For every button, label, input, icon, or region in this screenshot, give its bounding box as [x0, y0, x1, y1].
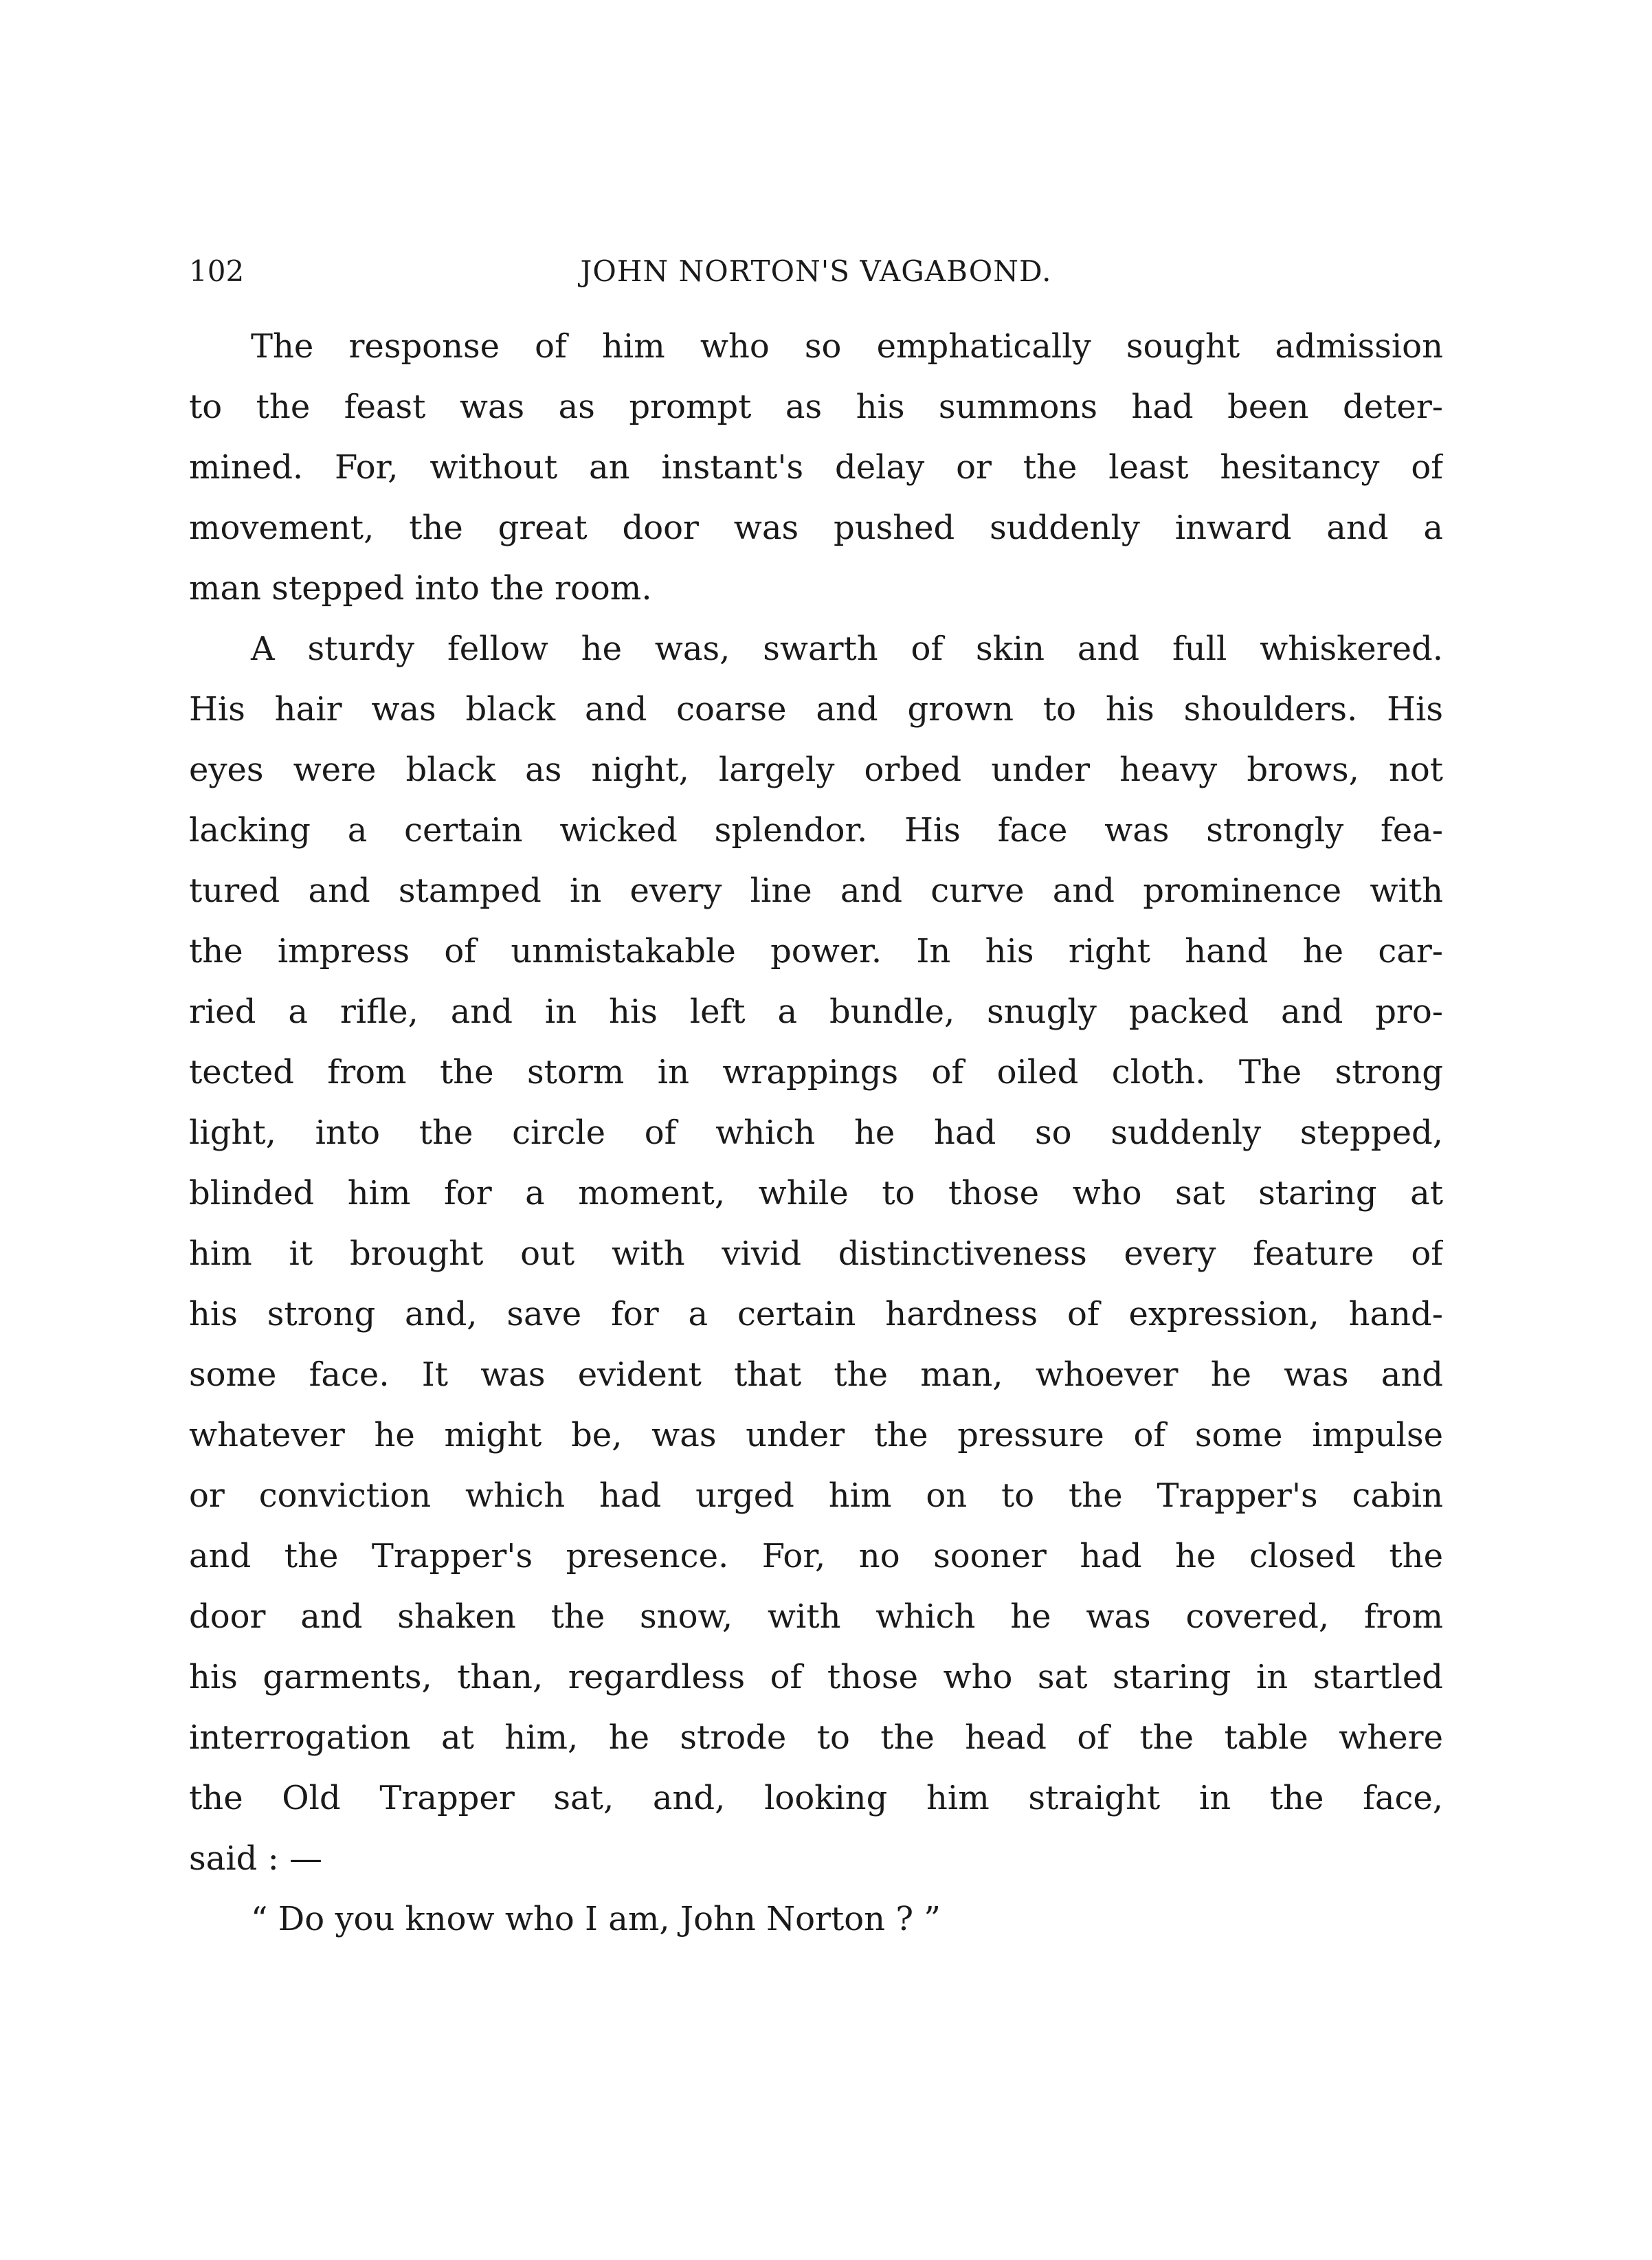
paragraph [189, 316, 1443, 619]
text-line: his strong and, save for a certain hardness of expression, hand- [189, 1295, 1443, 1333]
text-line: lacking a certain wicked splendor. His face was strongly fea- [189, 811, 1443, 850]
text-line: the Old Trapper sat, and, looking him straight in the face, [189, 1779, 1443, 1817]
text-line: the impress of unmistakable power. In his right hand he car- [189, 932, 1443, 971]
text-line: him it brought out with vivid distinctiveness every feature of [189, 1234, 1443, 1273]
text-line: movement, the great door was pushed suddenly inward and a [189, 509, 1443, 547]
text-line: light, into the circle of which he had so suddenly stepped, [189, 1114, 1443, 1152]
text-line: or conviction which had urged him on to the Trapper's cabin [189, 1476, 1443, 1515]
text-line: His hair was black and coarse and grown to his shoulders. His [189, 690, 1443, 729]
text-line: whatever he might be, was under the pressure of some impulse [189, 1416, 1443, 1454]
paragraph [189, 1889, 1443, 1949]
text-line: tured and stamped in every line and curve and prominence with [189, 872, 1443, 910]
text-line: A sturdy fellow he was, swarth of skin and full whiskered. [251, 630, 1443, 668]
text-line: said : — [189, 1839, 323, 1878]
text-line: door and shaken the snow, with which he was covered, from [189, 1597, 1443, 1636]
running-head [189, 244, 1443, 299]
text-line: man stepped into the room. [189, 569, 652, 608]
text-line: “ Do you know who I am, John Norton ? ” [251, 1900, 941, 1938]
text-line: blinded him for a moment, while to those who sat staring at [189, 1174, 1443, 1212]
text-line: eyes were black as night, largely orbed under heavy brows, not [189, 751, 1443, 789]
text-line: ried a rifle, and in his left a bundle, snugly packed and pro- [189, 993, 1443, 1031]
text-line: and the Trapper's presence. For, no sooner had he closed the [189, 1537, 1443, 1575]
text-line: to the feast was as prompt as his summons had been deter- [189, 388, 1443, 426]
running-title: JOHN NORTON'S VAGABOND. [580, 254, 1052, 288]
text-line: interrogation at him, he strode to the head of the table where [189, 1718, 1443, 1757]
text-line: The response of him who so emphatically sought admission [251, 327, 1443, 366]
text-line: tected from the storm in wrappings of oiled cloth. The strong [189, 1053, 1443, 1092]
text-line: some face. It was evident that the man, whoever he was and [189, 1355, 1443, 1394]
text-line: his garments, than, regardless of those who sat staring in startled [189, 1658, 1443, 1696]
text-line: mined. For, without an instant's delay or the least hesitancy of [189, 448, 1443, 487]
paragraph [189, 619, 1443, 1889]
page-number: 102 [189, 254, 245, 288]
body-text [189, 316, 1443, 1949]
